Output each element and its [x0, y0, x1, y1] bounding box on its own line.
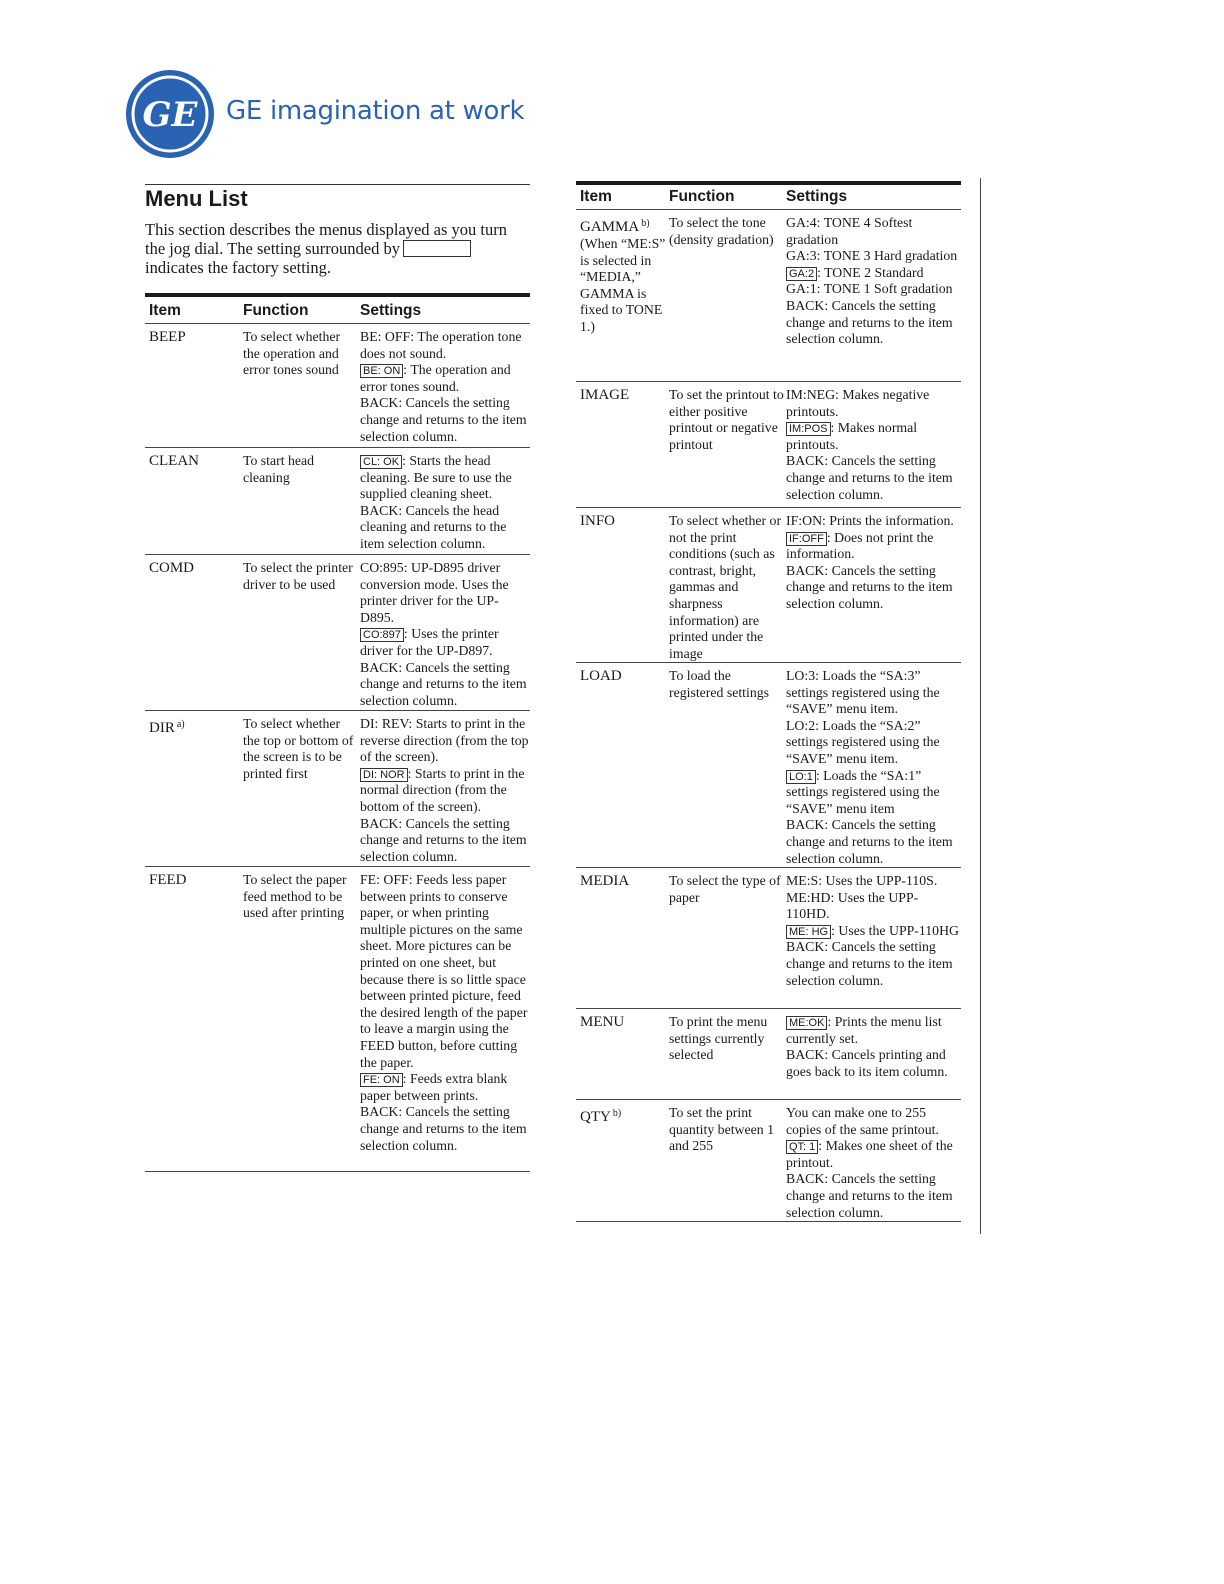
heading-rule [145, 184, 530, 185]
table-row-menu [576, 1009, 961, 1100]
setting-text: : Does not print the information. [786, 529, 934, 562]
intro-text-before: This section describes the menus displayed as you turn the jog dial. The setting surrounded by [145, 220, 508, 258]
item-cell: MEDIA [580, 873, 630, 889]
table-row-clean [145, 448, 530, 555]
page-title: Menu List [145, 186, 248, 211]
header-settings: Settings [360, 302, 422, 319]
setting-text: : TONE 2 Standard [817, 264, 924, 280]
setting-text: BACK: Cancels the setting change and returns to the item selection column. [786, 939, 953, 988]
table-row-qty [576, 1100, 961, 1222]
function-cell: To set the printout to either positive printout or negative printout [669, 387, 784, 452]
setting-text: : Uses the UPP-110HG [831, 922, 960, 938]
item-note: (When “ME:S” is selected in “MEDIA,” GAMMA is fixed to TONE 1.) [580, 236, 666, 334]
table-row-info [576, 508, 961, 663]
column-divider [980, 178, 981, 1234]
header-function: Function [243, 302, 309, 319]
item-cell: BEEP [149, 329, 186, 345]
setting-text: BACK: Cancels the setting change and returns to the item selection column. [786, 453, 953, 502]
item-cell: INFO [580, 513, 616, 529]
function-cell: To print the menu settings currently selected [669, 1014, 768, 1063]
function-cell: To select the tone (density gradation) [669, 215, 774, 247]
settings-cell [786, 668, 961, 867]
setting-text: BACK: Cancels the setting change and returns to the item selection column. [360, 395, 527, 444]
header-item: Item [580, 188, 612, 205]
factory-default-badge: ME:OK [786, 1016, 827, 1030]
setting-text: BACK: Cancels the setting change and returns to the item selection column. [360, 659, 527, 708]
settings-cell [360, 716, 530, 866]
factory-setting-box [403, 240, 471, 257]
settings-cell [786, 1014, 961, 1099]
settings-cell [786, 1105, 961, 1221]
setting-text: GA:4: TONE 4 Softest gradation [786, 215, 913, 247]
setting-text: BACK: Cancels printing and goes back to its item column. [786, 1047, 948, 1079]
setting-text: GA:3: TONE 3 Hard gradation [786, 248, 958, 264]
item-cell [576, 215, 669, 381]
function-cell: To select the printer driver to be used [243, 560, 353, 592]
table-row-gamma [576, 210, 961, 382]
setting-text: BE: OFF: The operation tone does not sound. [360, 329, 522, 361]
setting-text: ME:S: Uses the UPP-110S. [786, 873, 938, 888]
table-row-beep [145, 324, 530, 448]
setting-text: : The operation and error tones sound. [360, 362, 511, 394]
factory-default-badge: QT: 1 [786, 1140, 818, 1154]
factory-default-badge: GA:2 [786, 267, 817, 281]
setting-text: LO:3: Loads the “SA:3” settings registered using the “SAVE” menu item. [786, 668, 940, 717]
item-cell [145, 716, 243, 866]
settings-cell [360, 872, 530, 1171]
settings-cell [786, 513, 961, 662]
function-cell: To select whether the operation and error tones sound [243, 329, 341, 378]
function-cell: To select whether or not the print conditions (such as contrast, bright, gammas and sharpness information) are printed under the image [669, 513, 782, 661]
setting-text: : Prints the menu list currently set. [786, 1014, 942, 1046]
setting-text: BACK: Cancels the setting change and returns to the item selection column. [360, 815, 527, 864]
table-header [145, 293, 530, 324]
setting-text: BACK: Cancels the setting change and returns to the item selection column. [786, 817, 953, 866]
setting-text: LO:2: Loads the “SA:2” settings registered using the “SAVE” menu item. [786, 717, 940, 766]
item-label: QTY [580, 1109, 611, 1125]
header-settings: Settings [786, 188, 848, 205]
function-cell: To start head cleaning [243, 453, 315, 485]
item-cell: FEED [149, 872, 187, 888]
setting-text: : Feeds extra blank paper between prints. [360, 1071, 508, 1103]
item-label: DIR [149, 720, 175, 736]
setting-text: DI: REV: Starts to print in the reverse direction (from the top of the screen). [360, 716, 529, 765]
setting-text: BACK: Cancels the setting change and returns to the item selection column. [360, 1104, 527, 1153]
ge-logo [124, 68, 216, 160]
factory-default-badge: IF:OFF [786, 532, 827, 546]
setting-text: FE: OFF: Feeds less paper between prints to conserve paper, or when printing multiple pictures on the same sheet. More pictures can be printed on one sheet, but because there is so little space between printed picture, feed the desired length of the paper to leave a margin using the FEED button, before cutting the paper. [360, 872, 528, 1070]
settings-cell [360, 453, 530, 554]
footnote-marker: a) [176, 719, 185, 730]
intro-text-after: indicates the factory setting. [145, 258, 332, 277]
factory-default-badge: BE: ON [360, 364, 403, 378]
table-row-dir [145, 711, 530, 867]
setting-text: : Loads the “SA:1” settings registered using the “SAVE” menu item [786, 767, 940, 816]
setting-text: BACK: Cancels the head cleaning and returns to the item selection column. [360, 502, 507, 551]
factory-default-badge: LO:1 [786, 770, 816, 784]
factory-default-badge: ME: HG [786, 925, 831, 939]
table-header [576, 181, 961, 210]
function-cell: To select the paper feed method to be used after printing [243, 872, 347, 921]
function-cell: To select whether the top or bottom of the screen is to be printed first [243, 716, 354, 781]
function-cell: To set the print quantity between 1 and 255 [669, 1105, 774, 1154]
footnote-marker: b) [641, 218, 650, 229]
item-cell [576, 1105, 669, 1221]
table-row-comd [145, 555, 530, 711]
factory-default-badge: FE: ON [360, 1073, 403, 1087]
settings-cell [360, 560, 530, 710]
logo-monogram: GE [142, 95, 198, 135]
factory-default-badge: DI: NOR [360, 768, 408, 782]
setting-text: : Makes one sheet of the printout. [786, 1138, 953, 1170]
factory-default-badge: CO:897 [360, 628, 404, 642]
intro-paragraph [145, 220, 530, 277]
item-cell: CLEAN [149, 453, 199, 469]
setting-text: : Makes normal printouts. [786, 420, 918, 452]
item-cell: LOAD [580, 668, 622, 684]
item-label: GAMMA [580, 219, 640, 235]
table-row-media [576, 868, 961, 1009]
menu-table-right [576, 181, 961, 1222]
setting-text: You can make one to 255 copies of the same printout. [786, 1105, 939, 1137]
factory-default-badge: IM:POS [786, 422, 831, 436]
function-cell: To load the registered settings [669, 668, 770, 700]
factory-default-badge: CL: OK [360, 455, 402, 469]
function-cell: To select the type of paper [669, 873, 781, 905]
settings-cell [360, 329, 530, 447]
setting-text: BACK: Cancels the setting change and returns to the item selection column. [786, 1171, 953, 1220]
item-cell: MENU [580, 1014, 625, 1030]
setting-text: BACK: Cancels the setting change and returns to the item selection column. [786, 562, 953, 611]
item-cell: IMAGE [580, 387, 630, 403]
settings-cell [786, 387, 961, 507]
brand-tagline: GE imagination at work [226, 96, 525, 126]
setting-text: CO:895: UP-D895 driver conversion mode. Uses the printer driver for the UP-D895. [360, 560, 509, 625]
setting-text: IF:ON: Prints the information. [786, 513, 954, 528]
setting-text: BACK: Cancels the setting change and returns to the item selection column. [786, 297, 953, 347]
menu-table-left [145, 293, 530, 1172]
settings-cell [786, 215, 961, 381]
function-header: Function [669, 188, 735, 205]
setting-text: : Starts to print in the normal direction (from the bottom of the screen). [360, 765, 525, 814]
settings-cell [786, 873, 961, 1008]
header-item: Item [149, 302, 181, 319]
setting-text: : Starts the head cleaning. Be sure to use the supplied cleaning sheet. [360, 453, 512, 502]
setting-text: ME:HD: Uses the UPP-110HD. [786, 889, 919, 922]
setting-text: GA:1: TONE 1 Soft gradation [786, 281, 953, 297]
table-row-load [576, 663, 961, 868]
setting-text: IM:NEG: Makes negative printouts. [786, 387, 930, 419]
setting-text: : Uses the printer driver for the UP-D897. [360, 626, 499, 658]
table-row-image [576, 382, 961, 508]
footnote-marker: b) [612, 1108, 622, 1119]
table-row-feed [145, 867, 530, 1172]
item-cell: COMD [149, 560, 195, 576]
